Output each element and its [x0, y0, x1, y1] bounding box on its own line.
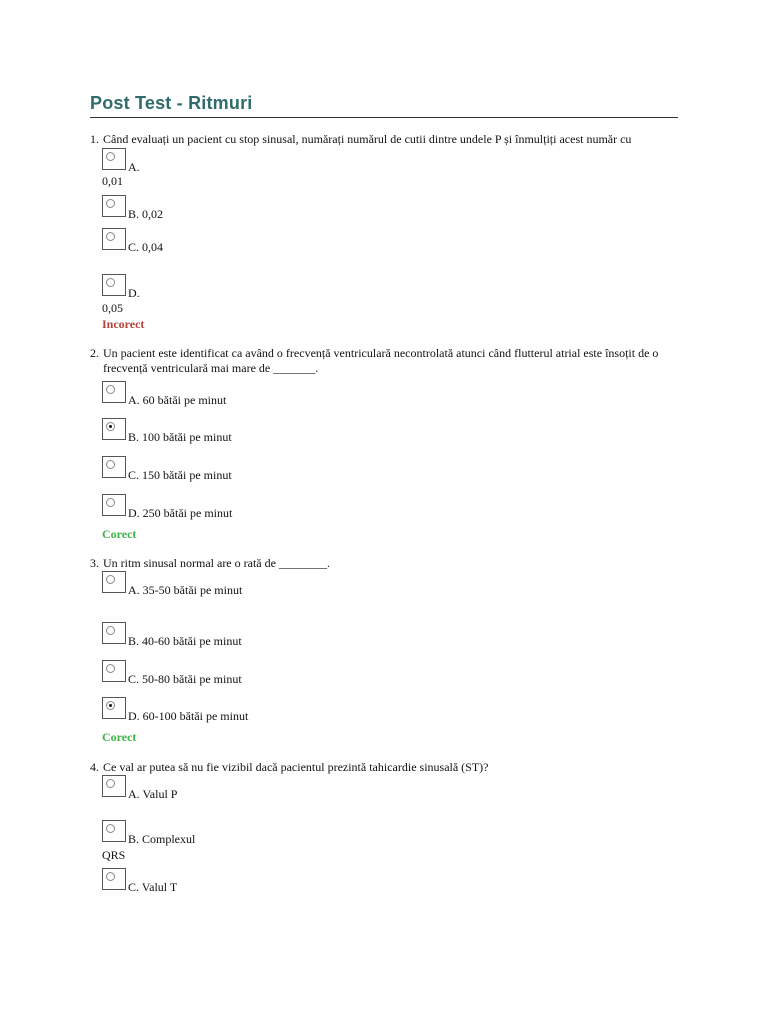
option-box[interactable]: [102, 228, 126, 250]
page-title: Post Test - Ritmuri: [90, 93, 253, 113]
feedback-correct: Corect: [102, 730, 137, 744]
feedback-correct: Corect: [102, 527, 137, 541]
option-label: A. 35-50 bătăi pe minut: [128, 583, 243, 597]
question-text: Ce val ar putea să nu fie vizibil dacă pacientul prezintă tahicardie sinusală (ST)?: [103, 760, 489, 774]
option-box[interactable]: [102, 697, 126, 719]
radio-button[interactable]: [106, 626, 115, 635]
option-label: C. 150 bătăi pe minut: [128, 468, 232, 482]
feedback-incorrect: Incorect: [102, 317, 145, 331]
title-divider: [90, 117, 678, 118]
option-label: B. 0,02: [128, 207, 164, 221]
option-label: A.: [128, 160, 140, 174]
option-box[interactable]: [102, 381, 126, 403]
radio-button-selected[interactable]: [106, 701, 115, 710]
option-box[interactable]: [102, 775, 126, 797]
option-box[interactable]: [102, 195, 126, 217]
question-text: Un ritm sinusal normal are o rată de ________.: [103, 556, 330, 570]
option-label: A. 60 bătăi pe minut: [128, 393, 227, 407]
question-1: [90, 132, 680, 147]
option-box[interactable]: [102, 868, 126, 890]
option-label-continued: 0,05: [102, 301, 123, 315]
option-label: D. 250 bătăi pe minut: [128, 506, 233, 520]
option-box[interactable]: [102, 820, 126, 842]
option-label: B. 100 bătăi pe minut: [128, 430, 232, 444]
option-label: D.: [128, 286, 140, 300]
radio-button[interactable]: [106, 278, 115, 287]
radio-button[interactable]: [106, 498, 115, 507]
option-box[interactable]: [102, 418, 126, 440]
radio-button[interactable]: [106, 664, 115, 673]
option-label-continued: QRS: [102, 848, 126, 862]
option-label: B. 40-60 bătăi pe minut: [128, 634, 242, 648]
question-3: [90, 556, 680, 571]
radio-button[interactable]: [106, 460, 115, 469]
option-box[interactable]: [102, 274, 126, 296]
option-label: C. 0,04: [128, 240, 164, 254]
radio-button[interactable]: [106, 779, 115, 788]
option-label-continued: 0,01: [102, 174, 123, 188]
option-box[interactable]: [102, 456, 126, 478]
question-2: [90, 346, 680, 376]
radio-button[interactable]: [106, 575, 115, 584]
option-box[interactable]: [102, 571, 126, 593]
option-label: B. Complexul: [128, 832, 196, 846]
question-number: 1.: [90, 132, 99, 146]
option-box[interactable]: [102, 622, 126, 644]
option-box[interactable]: [102, 660, 126, 682]
question-4: [90, 760, 680, 775]
option-label: A. Valul P: [128, 787, 178, 801]
question-text: Când evaluați un pacient cu stop sinusal, numărați numărul de cutii dintre undele P și înmulțiți acest număr cu: [103, 132, 632, 146]
radio-button[interactable]: [106, 152, 115, 161]
radio-button-selected[interactable]: [106, 422, 115, 431]
radio-button[interactable]: [106, 824, 115, 833]
option-label: C. Valul T: [128, 880, 178, 894]
radio-button[interactable]: [106, 232, 115, 241]
question-number: 2.: [90, 346, 99, 360]
radio-button[interactable]: [106, 199, 115, 208]
radio-button[interactable]: [106, 872, 115, 881]
option-label: D. 60-100 bătăi pe minut: [128, 709, 249, 723]
option-label: C. 50-80 bătăi pe minut: [128, 672, 242, 686]
question-number: 3.: [90, 556, 99, 570]
question-number: 4.: [90, 760, 99, 774]
question-text: Un pacient este identificat ca având o frecvență ventriculară necontrolată atunci când flutterul atrial este însoțit de o frecvență ventriculară mai mare de _______.: [103, 346, 659, 375]
radio-button[interactable]: [106, 385, 115, 394]
option-box[interactable]: [102, 148, 126, 170]
option-box[interactable]: [102, 494, 126, 516]
